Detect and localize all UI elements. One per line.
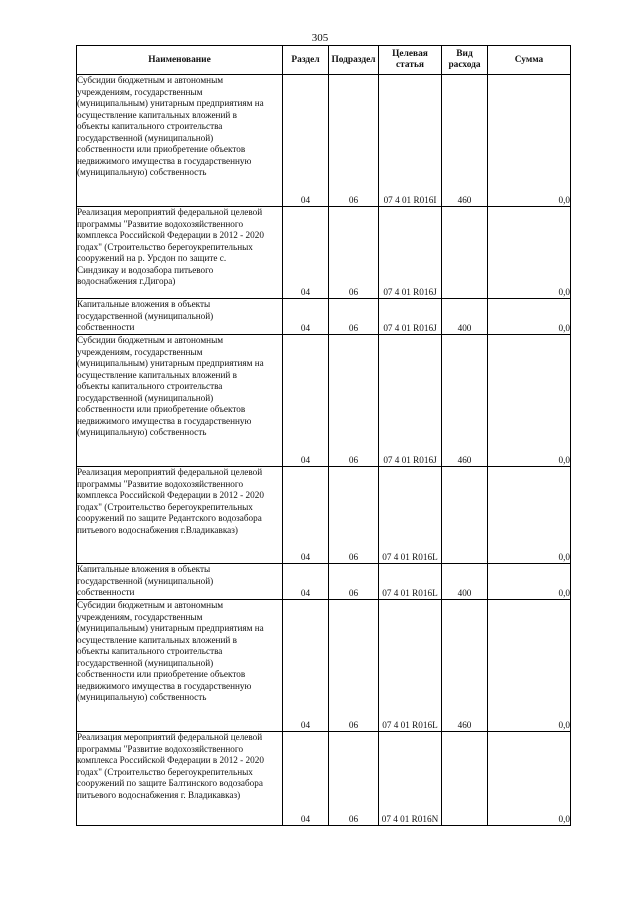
name-line: объекты капитального строительства [77,381,223,391]
cell-amount: 0,0 [488,732,571,826]
cell-target: 07 4 01 R016I [379,75,442,207]
cell-amount: 0,0 [488,335,571,467]
cell-subsection: 06 [329,335,379,467]
cell-subsection: 06 [329,299,379,335]
cell-target: 07 4 01 R016J [379,299,442,335]
cell-expense: 400 [442,299,488,335]
name-line: государственной (муниципальной) [77,310,214,321]
name-line: комплекса Российской Федерации в 2012 - 2020 [77,230,264,240]
name-line: объекты капитального строительства [77,646,223,656]
cell-name [77,600,283,732]
cell-amount: 0,0 [488,75,571,207]
name-line: питьевого водоснабжения г.Владикавказ) [77,524,238,535]
name-line: Субсидии бюджетным и автономным [77,600,224,610]
cell-amount: 0,0 [488,299,571,335]
cell-name [77,467,283,564]
cell-section: 04 [283,600,329,732]
cell-expense: 400 [442,564,488,600]
name-line: осуществление капитальных вложений в [77,109,237,120]
cell-expense: 460 [442,75,488,207]
header-amount: Сумма [488,46,571,75]
name-line: сооружений на р. Урсдон по защите с. [77,253,227,263]
name-line: учреждениям, государственным [77,611,203,622]
name-line: собственности [77,322,135,332]
table-body [77,75,571,826]
header-target-line1: Целевая [392,49,428,59]
name-line: Капитальные вложения в объекты [77,564,211,574]
name-line: водоснабжения г.Дигора) [77,276,176,286]
cell-subsection: 06 [329,75,379,207]
table-row [77,564,571,600]
header-target [379,46,442,75]
page-number: 305 [311,32,329,44]
name-line: Капитальные вложения в объекты [77,299,211,309]
header-expense-line1: Вид [456,49,473,59]
cell-subsection: 06 [329,467,379,564]
name-line: (муниципальным) унитарным предприятиям на [77,98,264,108]
cell-expense [442,467,488,564]
name-line: годах" (Строительство берегоукрепительных [77,241,253,252]
table-row [77,467,571,564]
cell-name [77,75,283,207]
cell-target: 07 4 01 R016J [379,335,442,467]
cell-section: 04 [283,467,329,564]
cell-name [77,732,283,826]
table-row [77,299,571,335]
name-line: программы "Развитие водохозяйственного [77,218,244,229]
table-row [77,600,571,732]
name-line: программы "Развитие водохозяйственного [77,478,244,489]
name-line: собственности или приобретение объектов [77,144,246,154]
name-line: собственности или приобретение объектов [77,404,246,414]
name-line: учреждениям, государственным [77,86,203,97]
name-line: Синдзикау и водозабора питьевого [77,264,214,275]
name-line: осуществление капитальных вложений в [77,634,237,645]
table-row [77,75,571,207]
name-line: государственной (муниципальной) [77,575,214,586]
name-line: Субсидии бюджетным и автономным [77,335,224,345]
name-line: годах" (Строительство берегоукрепительных [77,766,253,777]
name-line: программы "Развитие водохозяйственного [77,743,244,754]
name-line: государственной (муниципальной) [77,392,214,403]
name-line: сооружений по защите Редантского водозабора [77,513,262,523]
cell-expense: 460 [442,600,488,732]
name-line: (муниципальным) унитарным предприятиям на [77,358,264,368]
cell-section: 04 [283,335,329,467]
cell-name [77,335,283,467]
cell-section: 04 [283,732,329,826]
name-line: Реализация мероприятий федеральной целевой [77,732,263,742]
cell-target: 07 4 01 R016N [379,732,442,826]
header-subsection: Подраздел [329,46,379,75]
name-line: (муниципальную) собственность [77,167,207,177]
cell-target: 07 4 01 R016L [379,467,442,564]
cell-amount: 0,0 [488,600,571,732]
cell-target: 07 4 01 R016L [379,564,442,600]
cell-subsection: 06 [329,732,379,826]
cell-section: 04 [283,564,329,600]
cell-name [77,299,283,335]
cell-amount: 0,0 [488,467,571,564]
cell-name [77,207,283,299]
cell-subsection: 06 [329,207,379,299]
name-line: питьевого водоснабжения г. Владикавказ) [77,789,241,800]
header-target-line2: статья [396,60,424,70]
name-line: государственной (муниципальной) [77,132,214,143]
header-name: Наименование [77,46,283,75]
header-row [77,46,571,75]
name-line: Субсидии бюджетным и автономным [77,75,224,85]
table-row [77,207,571,299]
table-header [77,46,571,75]
name-line: сооружений по защите Балтинского водозабора [77,778,263,788]
name-line: комплекса Российской Федерации в 2012 - 2020 [77,490,264,500]
budget-table [76,45,571,826]
name-line: недвижимого имущества в государственную [77,155,252,166]
name-line: собственности или приобретение объектов [77,669,246,679]
header-expense [442,46,488,75]
table-row [77,732,571,826]
name-line: комплекса Российской Федерации в 2012 - 2020 [77,755,264,765]
cell-section: 04 [283,75,329,207]
cell-expense: 460 [442,335,488,467]
cell-subsection: 06 [329,600,379,732]
table-row [77,335,571,467]
cell-section: 04 [283,299,329,335]
name-line: собственности [77,587,135,597]
cell-expense [442,732,488,826]
header-section: Раздел [283,46,329,75]
name-line: недвижимого имущества в государственную [77,680,252,691]
cell-amount: 0,0 [488,564,571,600]
name-line: учреждениям, государственным [77,346,203,357]
cell-expense [442,207,488,299]
name-line: годах" (Строительство берегоукрепительных [77,501,253,512]
header-expense-line2: расхода [448,60,481,70]
name-line: Реализация мероприятий федеральной целевой [77,467,263,477]
cell-amount: 0,0 [488,207,571,299]
cell-name [77,564,283,600]
cell-section: 04 [283,207,329,299]
cell-target: 07 4 01 R016J [379,207,442,299]
name-line: осуществление капитальных вложений в [77,369,237,380]
name-line: (муниципальную) собственность [77,427,207,437]
name-line: объекты капитального строительства [77,121,223,131]
cell-subsection: 06 [329,564,379,600]
name-line: Реализация мероприятий федеральной целевой [77,207,263,217]
name-line: (муниципальным) унитарным предприятиям на [77,623,264,633]
cell-target: 07 4 01 R016L [379,600,442,732]
name-line: (муниципальную) собственность [77,692,207,702]
name-line: государственной (муниципальной) [77,657,214,668]
name-line: недвижимого имущества в государственную [77,415,252,426]
